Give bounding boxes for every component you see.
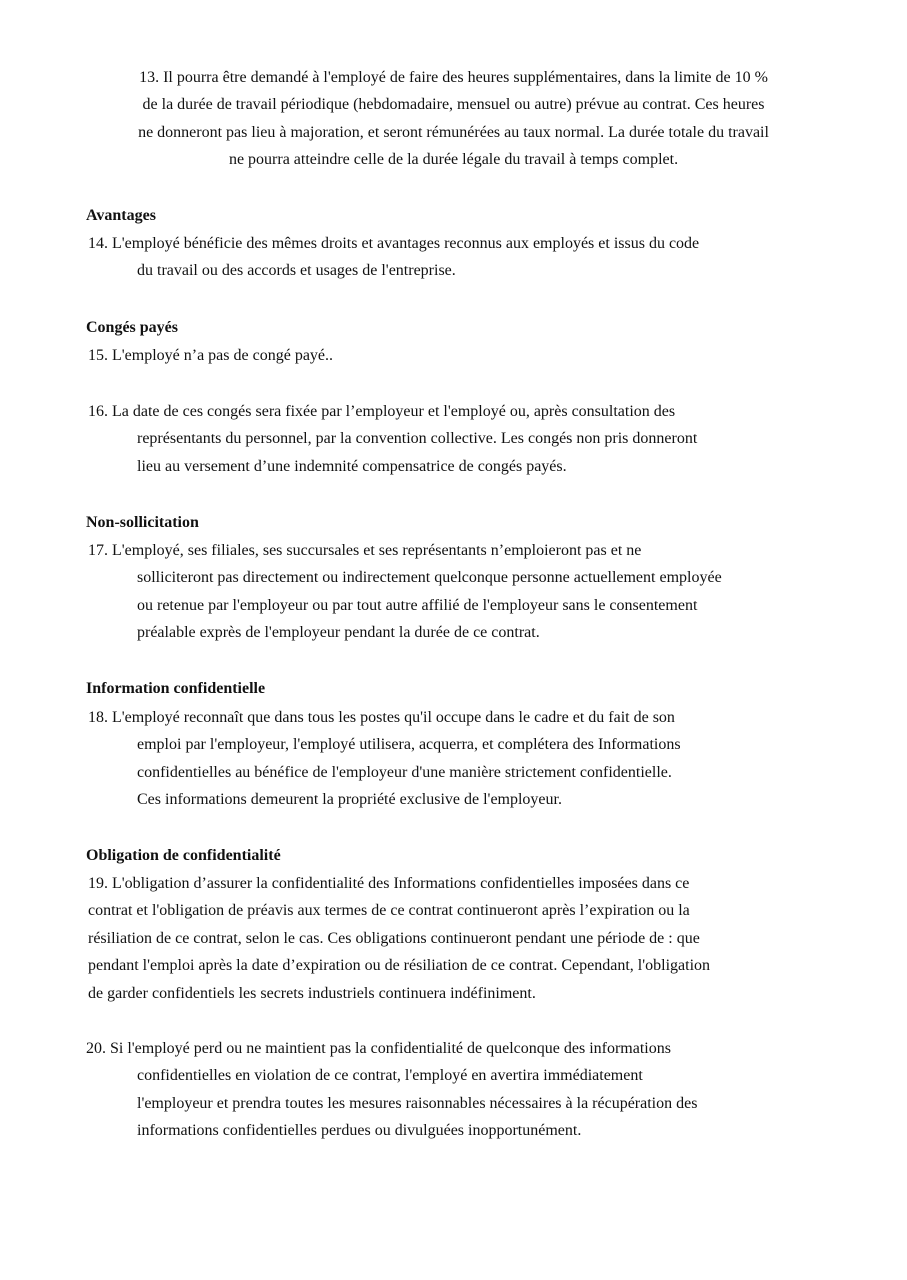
clause-19-line: contrat et l'obligation de préavis aux termes de ce contrat continueront après l’expiration ou la [88, 902, 690, 920]
clause-13-line: ne pourra atteindre celle de la durée légale du travail à temps complet. [228, 151, 679, 169]
clause-13-line: de la durée de travail périodique (hebdomadaire, mensuel ou autre) prévue au contrat. Ces heures [142, 96, 765, 114]
clause-20-line: confidentielles en violation de ce contrat, l'employé en avertira immédiatement [137, 1067, 643, 1085]
clause-17-line: 17. L'employé, ses filiales, ses succursales et ses représentants n’emploieront pas et ne [88, 542, 642, 559]
heading-information-confidentielle: Information confidentielle [86, 680, 266, 697]
clause-17-line: ou retenue par l'employeur ou par tout autre affilié de l'employeur sans le consentement [137, 596, 698, 614]
clause-13-line: 13. Il pourra être demandé à l'employé de faire des heures supplémentaires, dans la limite de 10 % [139, 69, 768, 86]
clause-20-line: informations confidentielles perdues ou divulguées inopportunément. [137, 1122, 582, 1140]
clause-14-line: du travail ou des accords et usages de l'entreprise. [137, 262, 456, 280]
clause-20-line: l'employeur et prendra toutes les mesures raisonnables nécessaires à la récupération des [137, 1094, 698, 1112]
clause-16-line: 16. La date de ces congés sera fixée par l’employeur et l'employé ou, après consultation des [88, 403, 676, 420]
clause-19-line: résiliation de ce contrat, selon le cas. Ces obligations continueront pendant une période de : que [88, 929, 700, 947]
clause-19-line: de garder confidentiels les secrets industriels continuera indéfiniment. [88, 984, 536, 1002]
clause-14 [88, 230, 699, 285]
clause-19-line: 19. L'obligation d’assurer la confidentialité des Informations confidentielles imposées dans ce [88, 875, 690, 892]
clause-19 [88, 870, 710, 1007]
clause-16 [88, 398, 697, 480]
clause-18-line: emploi par l'employeur, l'employé utilisera, acquerra, et complétera des Informations [137, 736, 681, 754]
clause-15 [88, 342, 333, 369]
clause-18-line: 18. L'employé reconnaît que dans tous les postes qu'il occupe dans le cadre et du fait de son [88, 709, 675, 726]
heading-obligation-confidentialite: Obligation de confidentialité [86, 847, 281, 864]
clause-19-line: pendant l'emploi après la date d’expiration ou de résiliation de ce contrat. Cependant, l'obligation [88, 957, 711, 975]
clause-15-line: 15. L'employé n’a pas de congé payé.. [88, 347, 334, 364]
clause-13-line: ne donneront pas lieu à majoration, et seront rémunérées au taux normal. La durée totale du travail [138, 123, 769, 141]
clause-13 [60, 64, 847, 174]
clause-20 [86, 1035, 697, 1145]
clause-18-line: confidentielles au bénéfice de l'employeur d'une manière strictement confidentielle. [137, 763, 672, 781]
clause-17-line: solliciteront pas directement ou indirectement quelconque personne actuellement employée [137, 569, 722, 587]
clause-20-line: 20. Si l'employé perd ou ne maintient pas la confidentialité de quelconque des informations [86, 1040, 671, 1057]
clause-16-line: représentants du personnel, par la convention collective. Les congés non pris donneront [137, 430, 698, 448]
heading-conges-payes: Congés payés [86, 319, 179, 336]
clause-18-line: Ces informations demeurent la propriété exclusive de l'employeur. [137, 791, 562, 809]
clause-16-line: lieu au versement d’une indemnité compensatrice de congés payés. [137, 457, 567, 475]
clause-14-line: 14. L'employé bénéficie des mêmes droits et avantages reconnus aux employés et issus du code [88, 235, 700, 252]
clause-17-line: préalable exprès de l'employeur pendant la durée de ce contrat. [137, 624, 540, 642]
clause-17 [88, 537, 722, 647]
heading-avantages: Avantages [86, 207, 156, 224]
clause-18 [88, 704, 681, 814]
heading-non-sollicitation: Non-sollicitation [86, 514, 199, 531]
